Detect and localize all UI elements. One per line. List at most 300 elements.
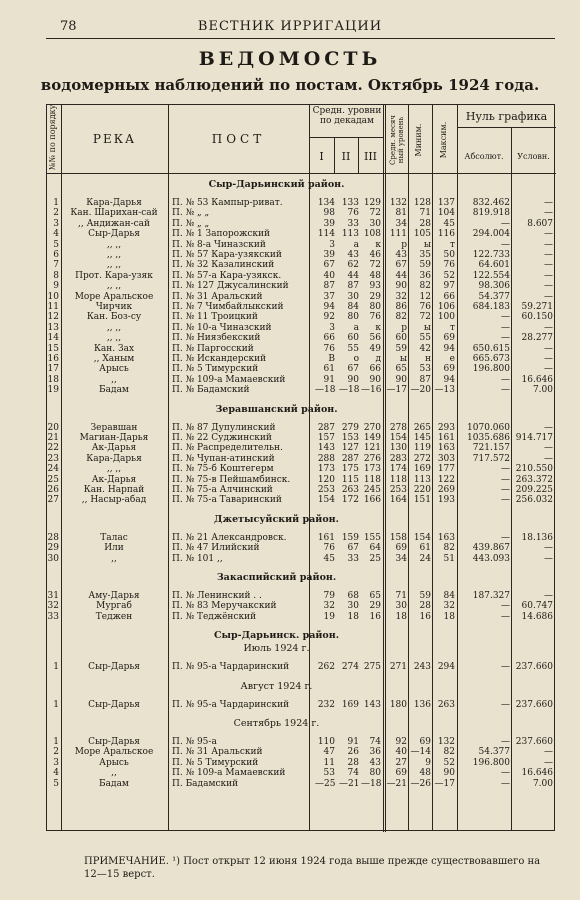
decade-2: 43 <box>347 250 359 260</box>
row-number: 13 <box>47 322 59 333</box>
river-name: ,, ,, <box>106 250 122 260</box>
row-number: 4 <box>53 768 59 779</box>
row-number: 27 <box>47 495 59 506</box>
post-name: П. № 101 ,, <box>172 553 223 564</box>
zero-relative: 18.136 <box>521 532 553 543</box>
zero-absolute: — <box>501 464 510 475</box>
decade-2: а <box>353 322 359 333</box>
decade-1: 45 <box>323 553 335 564</box>
monthly-avg: 271 <box>389 662 407 673</box>
monthly-avg: ы <box>399 354 407 364</box>
zero-relative: 237.660 <box>515 662 553 673</box>
decade-3: к <box>375 239 381 250</box>
decade-3: 56 <box>369 333 381 344</box>
decade-1: 3 <box>329 239 335 250</box>
table-row <box>47 208 556 218</box>
decade-3: 108 <box>363 229 381 240</box>
decade-1: 253 <box>317 485 335 495</box>
decade-2: 18 <box>347 611 359 622</box>
monthly-avg: 154 <box>389 433 407 443</box>
row-number: 18 <box>47 374 59 385</box>
river-name: ,, ,, <box>106 464 122 475</box>
table-row <box>47 271 556 281</box>
monthly-avg: р <box>401 239 407 250</box>
decade-2: о <box>353 354 359 364</box>
maximum: 32 <box>443 601 455 612</box>
river-name: Кара-Дарья <box>86 198 142 208</box>
monthly-avg: 69 <box>395 768 407 779</box>
row-number: 5 <box>53 239 59 250</box>
decade-1: 173 <box>317 464 335 475</box>
row-number: 29 <box>47 543 59 554</box>
monthly-avg: 132 <box>389 198 407 208</box>
zero-relative: 28.277 <box>521 333 553 344</box>
zero-absolute: 98.306 <box>478 281 510 292</box>
zero-relative: 237.660 <box>515 737 553 747</box>
maximum: 69 <box>443 333 455 344</box>
section-title: Джетысуйский район. <box>214 513 339 525</box>
decade-1: 76 <box>323 343 335 354</box>
monthly-avg: 278 <box>389 422 407 433</box>
post-name: П. № Ниязбекский <box>172 333 261 344</box>
maximum: 132 <box>437 737 455 747</box>
river-name: Арысь <box>99 364 129 375</box>
decade-2: 175 <box>341 464 359 475</box>
maximum: 76 <box>443 260 455 271</box>
zero-absolute: — <box>501 333 510 344</box>
decade-2: 67 <box>347 543 359 554</box>
post-name: П. № 22 Суджинский <box>172 433 272 443</box>
post-name: П. № 53 Кампыр-риват. <box>172 198 283 208</box>
maximum: 163 <box>437 443 455 454</box>
river-name: Магиан-Дарья <box>79 433 149 443</box>
table-row <box>47 240 556 250</box>
decade-3: 275 <box>363 662 381 673</box>
row-divider <box>457 127 556 128</box>
decade-3: 29 <box>369 291 381 302</box>
decade-3: 43 <box>369 757 381 768</box>
decade-1: 91 <box>323 374 335 385</box>
river-name: Ак-Дарья <box>91 474 137 485</box>
section-title: Зеравшанский район. <box>215 403 338 415</box>
decade-1: 94 <box>323 302 335 312</box>
header-rule <box>46 38 555 39</box>
zero-absolute: — <box>501 768 510 779</box>
river-name: Зеравшан <box>90 422 138 433</box>
minimum: н <box>425 354 431 364</box>
minimum: —20 <box>410 385 431 396</box>
decade-3: 29 <box>369 601 381 612</box>
post-name: П. № Бадамский <box>172 385 250 396</box>
header-d3: III <box>363 150 378 163</box>
decade-2: 127 <box>341 443 359 454</box>
decade-1: 47 <box>323 747 335 758</box>
minimum: 59 <box>419 591 431 601</box>
post-name: П. № 10-а Чиназский <box>172 322 272 333</box>
monthly-avg: 71 <box>395 591 407 601</box>
post-name: П. № 31 Аральский <box>172 747 263 758</box>
decade-3: 90 <box>369 374 381 385</box>
minimum: 71 <box>419 208 431 219</box>
row-number: 1 <box>53 737 59 747</box>
decade-1: 37 <box>323 291 335 302</box>
monthly-avg: 18 <box>395 611 407 622</box>
maximum: е <box>449 354 455 364</box>
header-zero: Нуль графика <box>465 110 548 123</box>
decade-1: 61 <box>323 364 335 375</box>
table-row <box>47 281 556 291</box>
table-row <box>47 375 556 385</box>
table-row <box>47 768 556 778</box>
post-name: П. № Чупан-атинский <box>172 453 275 464</box>
minimum: 16 <box>419 611 431 622</box>
table-row <box>47 758 556 768</box>
decade-3: 118 <box>363 474 381 485</box>
zero-relative: — <box>544 229 553 240</box>
row-number: 1 <box>53 662 59 673</box>
decade-1: 134 <box>317 198 335 208</box>
post-name: П. № Теджёнский <box>172 611 257 622</box>
decade-1: 19 <box>323 611 335 622</box>
zero-absolute: — <box>501 218 510 229</box>
row-number: 31 <box>47 591 59 601</box>
decade-1: —25 <box>315 778 336 789</box>
decade-3: 245 <box>363 485 381 495</box>
row-number: 19 <box>47 385 59 396</box>
table-row <box>47 344 556 354</box>
decade-3: 80 <box>369 768 381 779</box>
zero-absolute: — <box>501 611 510 622</box>
zero-absolute: 721.157 <box>472 443 510 454</box>
zero-absolute: 1035.686 <box>467 433 510 443</box>
river-name: Или <box>104 543 124 554</box>
footnote: ПРИМЕЧАНИЕ. ¹) Пост открыт 12 июня 1924 года выше прежде существовавшего на 12—15 верст. <box>84 856 541 880</box>
zero-relative: 60.747 <box>521 601 553 612</box>
decade-1: 32 <box>323 601 335 612</box>
river-name: Море Аральское <box>74 747 154 758</box>
monthly-avg: 130 <box>389 443 407 454</box>
document-subtitle: водомерных наблюдений по постам. Октябрь 1924 года. <box>40 76 540 94</box>
zero-absolute: 294.004 <box>472 229 510 240</box>
journal-title: ВЕСТНИК ИРРИГАЦИИ <box>197 19 383 34</box>
section-subtitle: Июль 1924 г. <box>243 643 310 655</box>
zero-absolute: 122.554 <box>472 270 510 281</box>
header-d1: I <box>319 150 324 163</box>
table-row <box>47 495 556 505</box>
decade-1: 3 <box>329 322 335 333</box>
maximum: 82 <box>443 543 455 554</box>
row-number: 6 <box>53 250 59 260</box>
zero-absolute: — <box>501 374 510 385</box>
zero-relative: — <box>544 208 553 219</box>
monthly-avg: —17 <box>386 385 407 396</box>
row-number: 21 <box>47 433 59 443</box>
decade-3: 36 <box>369 747 381 758</box>
decade-2: 55 <box>347 343 359 354</box>
minimum: 272 <box>413 453 431 464</box>
zero-absolute: — <box>501 601 510 612</box>
row-number: 17 <box>47 364 59 375</box>
river-name: Бадам <box>99 385 129 396</box>
table-row <box>47 543 556 553</box>
maximum: 52 <box>443 757 455 768</box>
post-name: П. № „ „ <box>172 208 210 219</box>
section-title: Сыр-Дарьинск. район. <box>213 630 340 642</box>
maximum: 94 <box>443 343 455 354</box>
row-number: 2 <box>53 208 59 219</box>
zero-relative: 263.372 <box>515 474 553 485</box>
zero-relative: — <box>544 453 553 464</box>
zero-absolute: — <box>501 474 510 485</box>
post-name: П. № Искандерский <box>172 354 267 364</box>
zero-relative: — <box>544 198 553 208</box>
decade-3: 149 <box>363 433 381 443</box>
zero-relative: 7.00 <box>532 385 553 396</box>
header-rel: Условн. <box>517 152 550 161</box>
row-number: 1 <box>53 198 59 208</box>
zero-absolute: — <box>501 322 510 333</box>
post-name: П. № 95-а <box>172 737 217 747</box>
decade-2: 67 <box>347 364 359 375</box>
decade-2: 279 <box>341 422 359 433</box>
minimum: 243 <box>413 662 431 673</box>
minimum: 9 <box>425 757 431 768</box>
zero-relative: — <box>544 422 553 433</box>
maximum: 82 <box>443 747 455 758</box>
zero-absolute: 665.673 <box>472 354 510 364</box>
section-title: Сыр-Дарьинский район. <box>208 179 345 190</box>
decade-3: 173 <box>363 464 381 475</box>
monthly-avg: 180 <box>389 699 407 710</box>
decade-3: 72 <box>369 260 381 271</box>
decade-3: 80 <box>369 302 381 312</box>
decade-2: 44 <box>347 270 359 281</box>
zero-relative: — <box>544 354 553 364</box>
decade-3: 65 <box>369 591 381 601</box>
maximum: 294 <box>437 662 455 673</box>
maximum: —17 <box>434 778 455 789</box>
zero-absolute: — <box>501 699 510 710</box>
maximum: 193 <box>437 495 455 506</box>
maximum: —13 <box>434 385 455 396</box>
table-row <box>47 464 556 474</box>
monthly-avg: 60 <box>395 333 407 344</box>
zero-relative: — <box>544 747 553 758</box>
row-number: 8 <box>53 270 59 281</box>
maximum: 163 <box>437 532 455 543</box>
maximum: 161 <box>437 433 455 443</box>
table-row <box>47 229 556 239</box>
table-row <box>47 591 556 601</box>
decade-3: —18 <box>361 778 382 789</box>
decade-1: 39 <box>323 218 335 229</box>
zero-relative: 16.646 <box>521 768 553 779</box>
monthly-avg: 30 <box>395 601 407 612</box>
minimum: 53 <box>419 364 431 375</box>
maximum: 293 <box>437 422 455 433</box>
river-name: Кан. Боз-су <box>86 312 142 323</box>
row-number: 11 <box>47 302 59 312</box>
table-row <box>47 354 556 364</box>
decade-2: 28 <box>347 757 359 768</box>
table-row <box>47 364 556 374</box>
decade-1: 232 <box>317 699 335 710</box>
post-name: П. № 75-б Коштегерм <box>172 464 274 475</box>
maximum: 97 <box>443 281 455 292</box>
maximum: 66 <box>443 291 455 302</box>
zero-relative: — <box>544 757 553 768</box>
post-name: П. № 109-а Мамаевский <box>172 768 286 779</box>
decade-2: 68 <box>347 591 359 601</box>
maximum: 94 <box>443 374 455 385</box>
decade-3: 30 <box>369 218 381 229</box>
monthly-avg: 90 <box>395 281 407 292</box>
zero-absolute: 54.377 <box>478 291 510 302</box>
row-number: 33 <box>47 611 59 622</box>
zero-absolute: — <box>501 495 510 506</box>
post-name: П. № 21 Александровск. <box>172 532 287 543</box>
decade-2: 133 <box>341 198 359 208</box>
post-name: П. № 57-а Кара-узякск. <box>172 270 282 281</box>
table-row <box>47 737 556 747</box>
river-name: ,, ,, <box>106 260 122 271</box>
minimum: —26 <box>410 778 431 789</box>
table-row <box>47 333 556 343</box>
table-row <box>47 700 556 710</box>
decade-3: 155 <box>363 532 381 543</box>
row-number: 23 <box>47 453 59 464</box>
river-name: Талас <box>100 532 128 543</box>
decade-2: —21 <box>339 778 360 789</box>
zero-absolute: 54.377 <box>478 747 510 758</box>
post-name: П. № 75-а Таваринский <box>172 495 282 506</box>
post-name: П. Бадамский <box>172 778 239 789</box>
zero-absolute: — <box>501 532 510 543</box>
decade-2: 115 <box>341 474 359 485</box>
river-name: ,, Андижан-сай <box>77 218 151 229</box>
table-row <box>47 260 556 270</box>
monthly-avg: 92 <box>395 737 407 747</box>
monthly-avg: 164 <box>389 495 407 506</box>
decade-2: 172 <box>341 495 359 506</box>
decade-2: 62 <box>347 260 359 271</box>
decade-1: 76 <box>323 543 335 554</box>
zero-absolute: 196.800 <box>472 757 510 768</box>
maximum: 100 <box>437 312 455 323</box>
minimum: 220 <box>413 485 431 495</box>
decade-2: 287 <box>341 453 359 464</box>
decade-1: 87 <box>323 281 335 292</box>
minimum: 42 <box>419 343 431 354</box>
zero-relative: 209.225 <box>515 485 553 495</box>
decade-1: 67 <box>323 260 335 271</box>
post-name: П. № 95-а Чардаринский <box>172 662 290 673</box>
minimum: 55 <box>419 333 431 344</box>
row-number: 15 <box>47 343 59 354</box>
post-name: П. № 57 Кара-узякский <box>172 250 282 260</box>
decade-1: 288 <box>317 453 335 464</box>
minimum: 59 <box>419 260 431 271</box>
decade-2: 159 <box>341 532 359 543</box>
table-row <box>47 533 556 543</box>
maximum: 116 <box>437 229 455 240</box>
maximum: 269 <box>437 485 455 495</box>
decade-3: 49 <box>369 343 381 354</box>
table-row <box>47 323 556 333</box>
river-name: Кара-Дарья <box>86 453 142 464</box>
zero-relative: — <box>544 553 553 564</box>
decade-2: 33 <box>347 553 359 564</box>
monthly-avg: 82 <box>395 312 407 323</box>
decade-1: —18 <box>315 385 336 396</box>
row-divider <box>309 137 383 138</box>
zero-relative: 16.646 <box>521 374 553 385</box>
maximum: 90 <box>443 768 455 779</box>
post-name: П. № 95-а Чардаринский <box>172 699 290 710</box>
zero-absolute: 832.462 <box>472 198 510 208</box>
decade-1: 66 <box>323 333 335 344</box>
table-row <box>47 454 556 464</box>
river-name: Арысь <box>99 757 129 768</box>
maximum: 50 <box>443 250 455 260</box>
monthly-avg: 65 <box>395 364 407 375</box>
monthly-avg: 69 <box>395 543 407 554</box>
maximum: 263 <box>437 699 455 710</box>
minimum: 145 <box>413 433 431 443</box>
decade-3: к <box>375 322 381 333</box>
table-row <box>47 219 556 229</box>
row-number: 3 <box>53 218 59 229</box>
minimum: 87 <box>419 374 431 385</box>
maximum: 104 <box>437 208 455 219</box>
river-name: Сыр-Дарья <box>88 229 140 240</box>
observations-table <box>46 104 555 831</box>
decade-3: 72 <box>369 208 381 219</box>
table-row <box>47 385 556 395</box>
maximum: 177 <box>437 464 455 475</box>
monthly-avg: 34 <box>395 218 407 229</box>
minimum: 12 <box>419 291 431 302</box>
river-name: Прот. Кара-узяк <box>75 270 153 281</box>
decade-3: 143 <box>363 699 381 710</box>
minimum: 61 <box>419 543 431 554</box>
minimum: 28 <box>419 601 431 612</box>
decade-1: В <box>328 354 335 364</box>
decade-1: 157 <box>317 433 335 443</box>
header-max: Максим. <box>439 121 448 159</box>
post-name: П. № 5 Тимурский <box>172 364 259 375</box>
maximum: 122 <box>437 474 455 485</box>
zero-relative: 210.550 <box>515 464 553 475</box>
post-name: П. № 109-а Мамаевский <box>172 374 286 385</box>
decade-2: 274 <box>341 662 359 673</box>
river-name: Теджен <box>95 611 133 622</box>
header-avg: Средн. месяч ный уровень <box>389 115 405 165</box>
table-row <box>47 198 556 208</box>
minimum: 48 <box>419 768 431 779</box>
zero-absolute: 819.918 <box>472 208 510 219</box>
decade-1: 154 <box>317 495 335 506</box>
maximum: 45 <box>443 218 455 229</box>
minimum: 151 <box>413 495 431 506</box>
decade-2: 26 <box>347 747 359 758</box>
page-number: 78 <box>60 19 77 34</box>
decade-1: 143 <box>317 443 335 454</box>
decade-1: 262 <box>317 662 335 673</box>
decade-3: 270 <box>363 422 381 433</box>
row-number: 26 <box>47 485 59 495</box>
minimum: 76 <box>419 302 431 312</box>
